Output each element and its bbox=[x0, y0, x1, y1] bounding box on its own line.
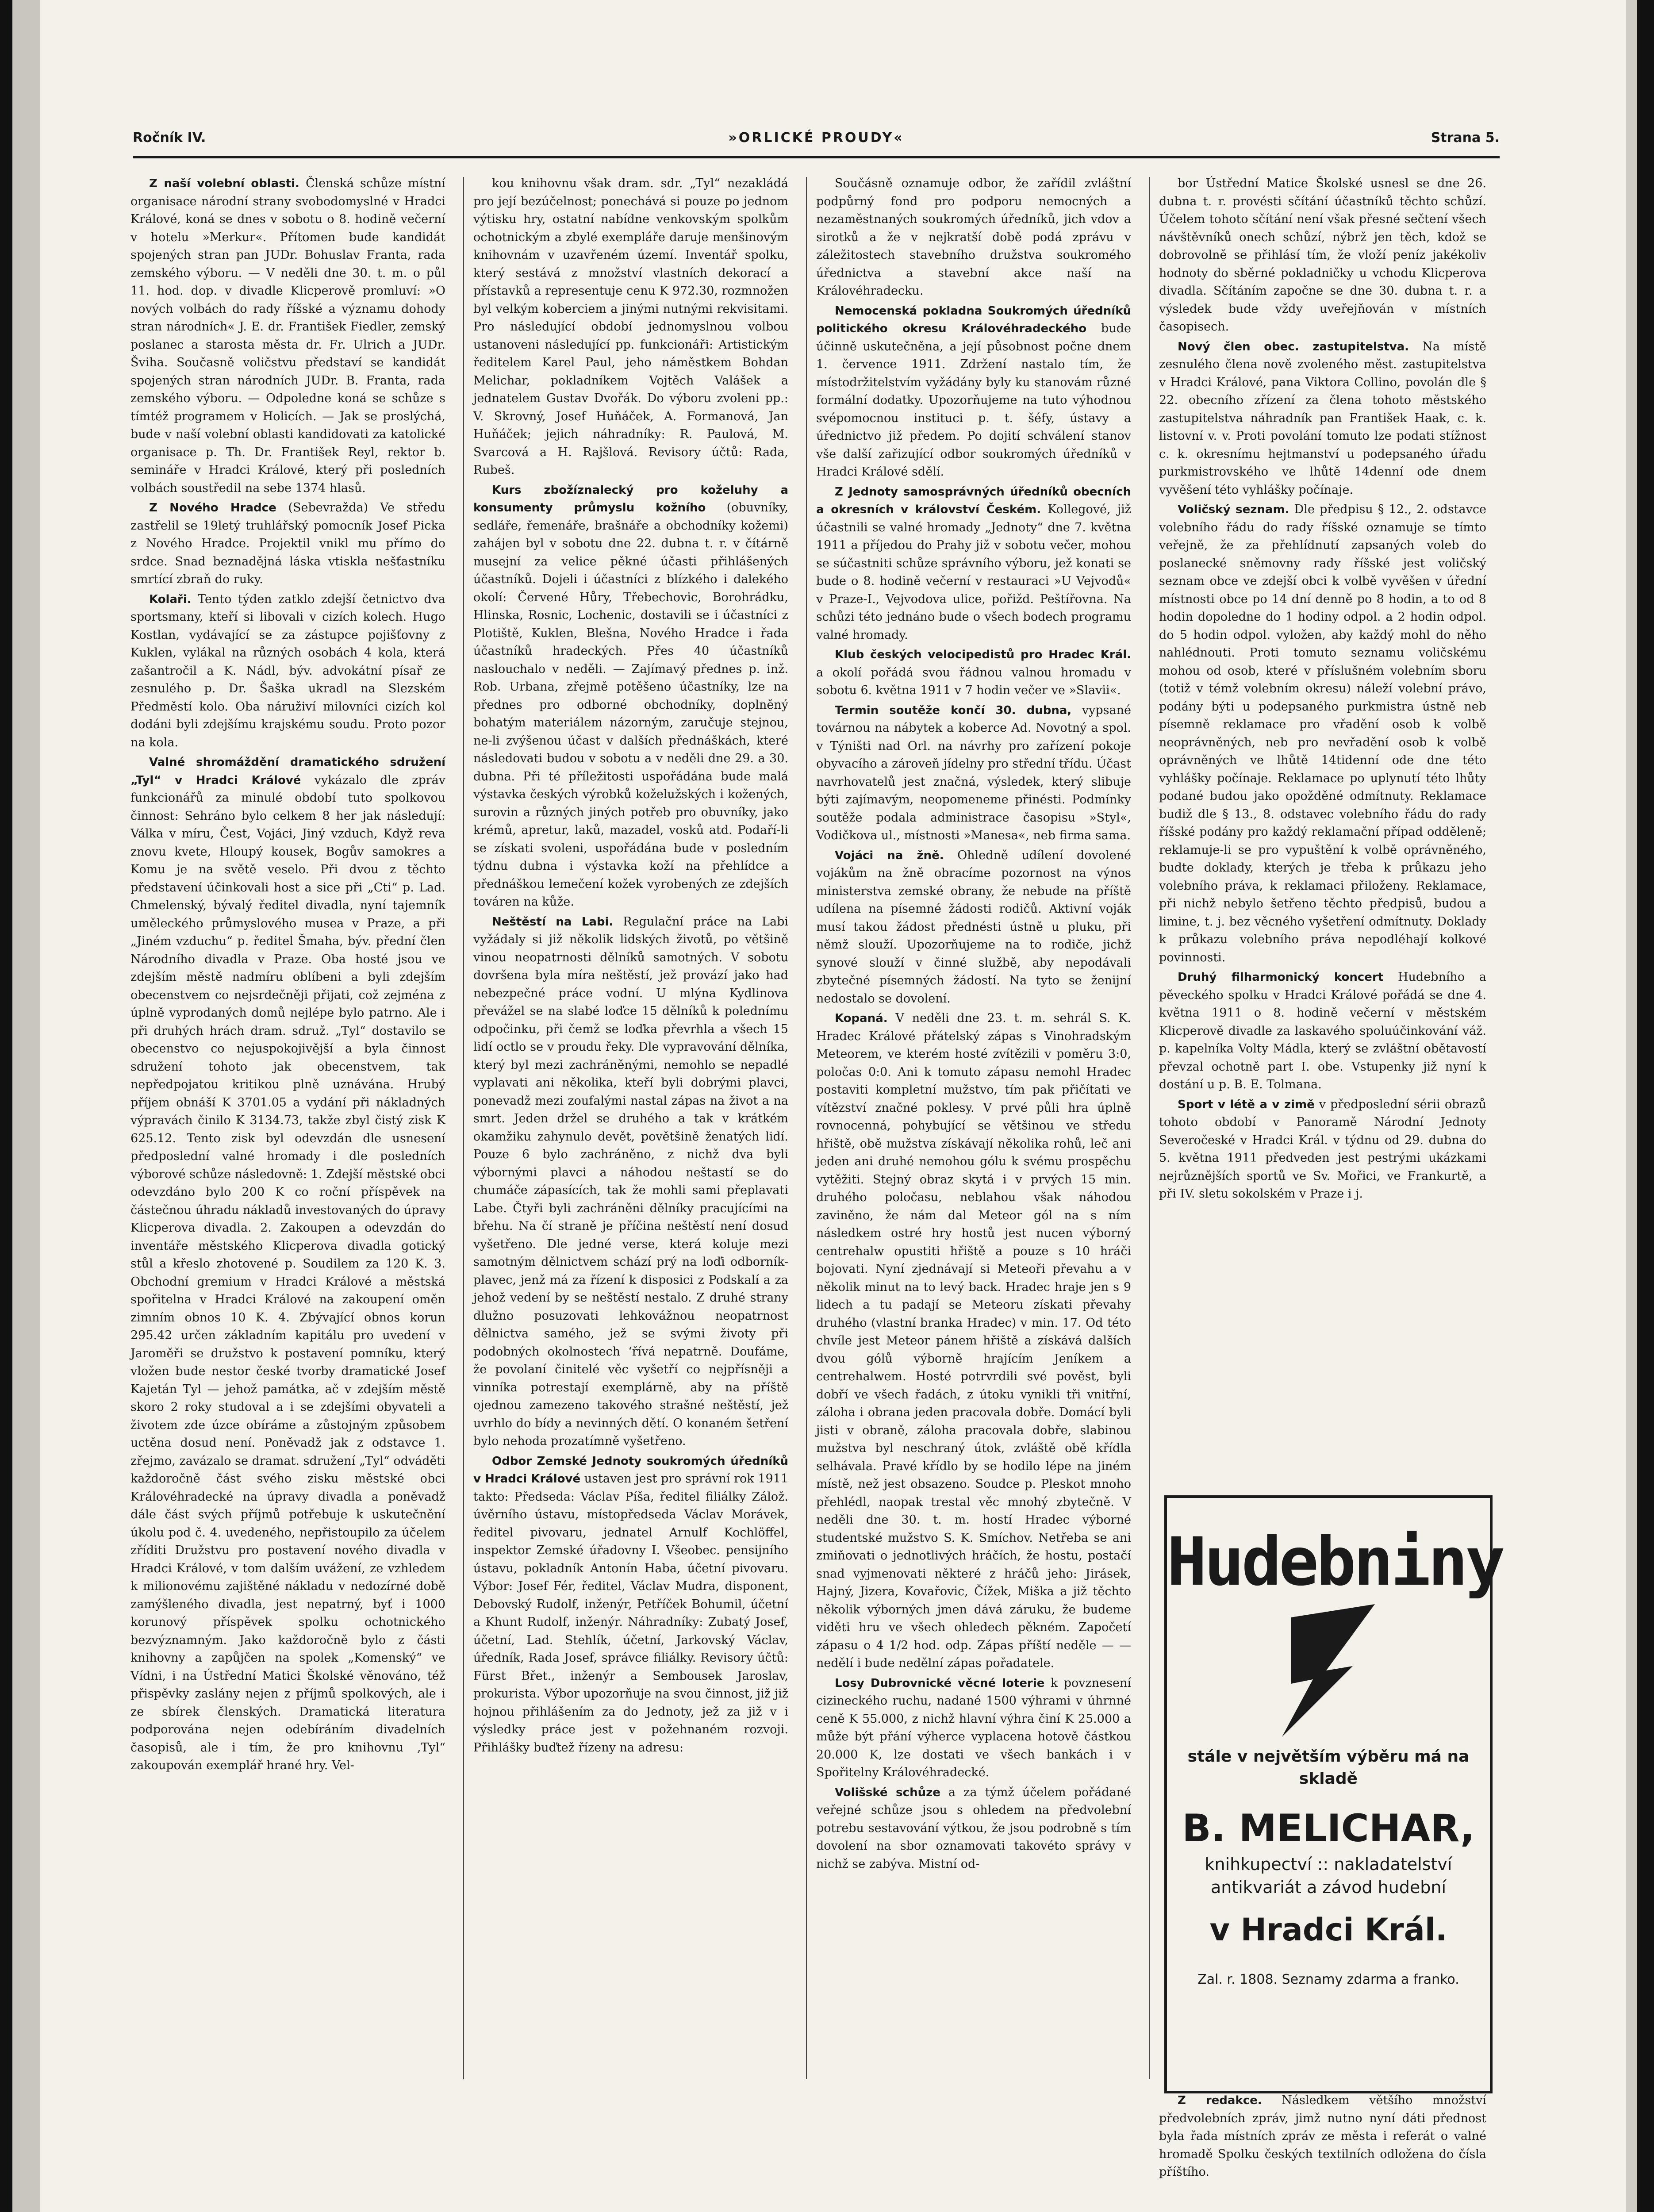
article-paragraph bbox=[473, 175, 788, 480]
article-text: (obuvníky, sedláře, řemenáře, brašnáře a obchodníky kožemi) zahájen byl v sobotu dne 22. dubna t. r. v čítárně musejní za velice pěkné účasti přihlášených účastníků. Dojeli i účastníci z blízkého i dalekého okolí: Červené Hůry, Třebechovic, Borohrádku, Hlinska, Rosnic, Lochenic, dostavili se i účastníci z Plotiště, Kuklen, Blešna, Nového Hradce i řada účastníků hradeckých. Přes 40 účastníků naslouchalo v neděli. — Zajímavý přednes p. inž. Rob. Urbana, zřejmě potěšeno účastníky, lze na přednes pro odborné obchodníky, doplněný bohatým materiálem názorným, zaručuje stejnou, ne-li zvýšenou účast v dalších přednáškách, které následovati budou v sobotu a v neděli dne 29. a 30. dubna. Při té příležitosti uspořádána bude malá výstavka českých výrobků koželužských i kožených, surovin a různých jiných potřeb pro obuvníky, jako krémů, apretur, laků, mazadel, vosků atd. Podaří-li se získati svoleni, uspořádána bude v posledním týdnu dubna i výstavka koží na přehlídce a přednáškou lemečení kožek vyrobených ze zdejších továren na kůže. bbox=[473, 501, 788, 909]
article-paragraph bbox=[130, 591, 445, 752]
article-lead: Kopaná. bbox=[835, 1012, 888, 1025]
column-divider bbox=[463, 177, 464, 2079]
editorial-note bbox=[1159, 2092, 1486, 2181]
article-paragraph bbox=[816, 1784, 1131, 1874]
article-lead: Nový člen obec. zastupitelstva. bbox=[1178, 340, 1409, 353]
article-text: (Sebevražda) Ve středu zastřelil se 19letý truhlářský pomocník Josef Picka z Nového Hradce. Projektil vnikl mu přímo do srdce. Snad beznadějná láska vtiskla nešťastníku smrtící zbraň do ruky. bbox=[130, 501, 445, 586]
article-text: Dle předpisu § 12., 2. odstavce volebního řádu do rady říšské oznamuje se tímto veřejně, že za přehlídnutí zapsaných voleb do poslanecké sněmovny rady říšské jest voličský seznam obce ve zdejší obci k volbě vyvěšen v úřední místnosti obce po 14 dní denně po 8 hodin, a to od 8 hodin dopoledne do 1 hodiny odpol. a 2 hodin odpol. do 5 hodin odpol. vyložen, aby každý mohl do něho nahlédnouti. Proti tomuto seznamu voličskému mohou od osob, které v příslušném volebním sboru (totiž v témž volebním okresu) náleží volební právo, podány býti u podepsaného purkmistra ústně neb písemně reklamace pro vřadění osob k volbě neoprávněných, neb pro nevřadění osob k volbě oprávněných ve lhůtě 14tidenní ode dne této vyhlášky počínaje. Reklamace po uplynutí této lhůty podané budou jako opožděné odmítnuty. Reklamace budiž dle § 13., 8. odstavec volebního řádu do rady říšské podány pro každý reklamační případ odděleně; reklamuje-li se pro vypuštění k volbě oprávněného, budte doklady, kterých je třeba k průkazu jeho volebního práva, k reklamaci přiloženy. Reklamace, při nichž nebylo šetřeno těchto předpisů, budou a limine, t. j. bez věcného vyšetření odmítnuty. Doklady k průkazu volebního práva nepodléhají kolkové povinnosti. bbox=[1159, 503, 1486, 964]
scan-edge-left bbox=[0, 0, 40, 2212]
ad-line: stále v největším výběru má na skladě bbox=[1187, 1747, 1470, 1788]
article-lead: Neštěstí na Labi. bbox=[492, 915, 614, 929]
article-lead: Kolaři. bbox=[149, 592, 192, 606]
article-text: ustaven jest pro správní rok 1911 takto: Předseda: Václav Píša, ředitel filiálky Zálož. úvěrního ústavu, místopředseda Václav Morávek, ředitel pivovaru, jednatel Arnulf Kochlöffel, inspektor Zemské úřadovny I. Všeobec. pensijního ústavu, pokladník Antonín Haba, účetní pivovaru. Výbor: Josef Fér, ředitel, Václav Mudra, disponent, Debovský Rudolf, inženýr, Petříček Bohumil, účetní a Khunt Rudolf, inženýr. Náhradníky: Zubatý Josef, účetní, Lad. Stehlík, účetní, Jarkovský Václav, úředník, Rada Josef, správce filiálky. Revisory účtů: Fürst Břet., inženýr a Sembousek Jaroslav, prokurista. Výbor upozorňuje na svou činnost, již již hojnou přihlášením za do Jednoty, jež za již v i výsledky práce jest v požehnaném rozvoji. Přihlášky buďtež řízeny na adresu: bbox=[473, 1472, 788, 1755]
ad-company-name: B. MELICHAR, bbox=[1182, 1806, 1475, 1851]
article-paragraph bbox=[130, 753, 445, 1775]
article-paragraph bbox=[816, 302, 1131, 481]
lightning-bolt-icon bbox=[1273, 1604, 1388, 1737]
article-text: Na místě zesnulého člena nově zvoleného měst. zastupitelstva v Hradci Králové, pana Viktora Collino, povolán dle § 22. obecního zřízení za člena tohoto městského zastupitelstva náhradník pan František Haak, c. k. listovní v. v. Proti povolání tomuto lze podati stížnost c. k. okresnímu hejtmanství u podepsaného úřadu purkmistrovského ve lhůtě 14denní ode dnem vyvěšení této vyhlášky počínaje. bbox=[1159, 339, 1486, 497]
article-text: Hudebního a pěveckého spolku v Hradci Králové pořádá se dne 4. května 1911 o 8. hodině večerní v městském Klicperově divadle za laskavého spoluúčinkování váž. p. kapelníka Volty Mádla, který se zvláštní obětavostí převzal ochotně part I. obe. Vstupenky již nyní k dostání u p. B. E. Tolmana. bbox=[1159, 970, 1486, 1091]
article-text: V neděli dne 23. t. m. sehrál S. K. Hradec Králové přátelský zápas s Vinohradským Meteorem, ve kterém hosté zvítězili v poměru 3:0, poločas 0:0. Ani k tomuto zápasu nemohl Hradec postaviti kompletní mužstvo, tím pak přičítati ve vítězství značné poklesy. V prvé půli hra úplně rovnocenná, pohybující se většinou ve středu hřiště, obě mužstva získávají několika rohů, leč ani jeden ani druhé nemohou gólu k svému prospěchu vytěžiti. Stejný obraz skytá i v prvých 15 min. druhého poločasu, neblahou však náhodou zaviněno, že nám dal Meteor gól na s ním následkem ostré hry hostů jest nucen výborný centrehalw opustiti hřiště a pouze s 10 hráči bojovati. Nyní zjednávají si Meteoři převahu a v několik minut na to levý back. Hradec hraje jen s 9 lidech a tu padají se Meteoru získati převahy druhého (vlastní branka Hradec) v min. 17. Od této chvíle jest Meteor pánem hřiště a získává dalších dvou gólů výborně hrajícím Jeníkem a centrehalwem. Hosté potrvrdili své pověst, byli dobří ve všech řadách, z útoku vynikli tři vnitřní, záloha i obrana jeden pracovala dobře. Domácí byli jisti v obraně, záloha pracovala dobře, slabinou mužstva byl neschraný útok, zvláště obě křídla selhávala. Pravé křídlo by se hodilo lépe na jiném místě, než jest obsazeno. Soudce p. Pleskot mnoho přehlédl, naopak trestal věc mnohý zbytečně. V neděli dne 30. t. m. hostí Hradec výborné studentské mužstvo S. K. Smíchov. Netřeba se ani zmiňovati o jednotlivých hráčích, že hostu, postačí snad vyjmenovati některé z hráčů jeho: Jirásek, Hajný, Jizera, Kovařovic, Čížek, Miška a již těchto několik výborných jmen dává záruku, že budeme viděti hru ve všech ohledech pěkném. Započetí zápasu o 4 1/2 hod. odp. Zápas příští neděle — — nedělí i bude nedělní zápas pořadatele. bbox=[816, 1011, 1131, 1670]
article-text: Tento týden zatklo zdejší četnictvo dva sportsmany, kteří si libovali v cizích kolech. Hugo Kostlan, vydávající se za zástupce pojišťovny z Kuklen, vylákal na různých osobách 4 kola, která zašantročil a K. Nádl, býv. advokátní písař ze zesnulého p. Dr. Šaška ukradl na Slezském Předměstí kolo. Oba náruživí milovníci cizích kol dodáni byli zdejšímu krajskému soudu. Proto pozor na kola. bbox=[130, 592, 445, 749]
article-paragraph bbox=[816, 175, 1131, 300]
page-number: Strana 5. bbox=[1431, 130, 1500, 146]
article-lead: Klub českých velocipedistů pro Hradec Král. bbox=[835, 648, 1131, 661]
newspaper-title: »ORLICKÉ PROUDY« bbox=[728, 130, 904, 146]
article-lead: Odbor Zemské Jednoty soukromých úředníků v Hradci Králové bbox=[473, 1454, 788, 1486]
article-lead: Losy Dubrovnické věcné loterie bbox=[835, 1676, 1045, 1690]
article-paragraph bbox=[816, 483, 1131, 645]
article-lead: Vojáci na žně. bbox=[835, 849, 944, 862]
article-paragraph bbox=[816, 702, 1131, 845]
article-paragraph bbox=[1159, 175, 1486, 336]
ad-city: v Hradci Král. bbox=[1209, 1912, 1447, 1948]
article-lead: Nemocenská pokladna Soukromých úředníků politického okresu Královéhradeckého bbox=[816, 304, 1131, 335]
article-text: Členská schůze místní organisace národní strany svobodomyslné v Hradci Králové, koná se dnes v sobotu o 8. hodině večerní v hotelu »Merkur«. Přítomen bude kandidát spojených stran pan JUDr. Bohuslav Franta, rada zemského výboru. — V neděli dne 30. t. m. o půl 11. hod. dop. v divadle Klicperově promluví: »O nových volbách do rady říšské a významu dohody stran národních« J. E. dr. František Fiedler, zemský poslanec a starosta města dr. Fr. Ulrich a JUDr. Šviha. Současně voličstvu představí se kandidát spojených stran národních JUDr. B. Franta, rada zemského výboru. — Odpoledne koná se schůze s tímtéž programem v Holicích. — Jak se proslýchá, bude v naší volební oblasti kandidovati za katolické organisace p. Th. Dr. František Reyl, rektor b. semináře v Hradci Králové, který při posledních volbách soustředil na sebe 1374 hlasů. bbox=[130, 177, 445, 495]
column-3 bbox=[816, 175, 1131, 1873]
volume-label: Ročník IV. bbox=[133, 130, 206, 146]
article-paragraph bbox=[473, 1452, 788, 1757]
column-2 bbox=[473, 175, 788, 1757]
header-rule bbox=[133, 156, 1500, 158]
article-text: a za týmž účelem pořádané veřejné schůze jsou s ohledem na předvolební potrebu sestavování výtkou, že jsou podrobně s tím dovolení na sbor oznamovati takovéto správy v nichž se zabýva. Mistní od- bbox=[816, 1785, 1131, 1871]
column-1 bbox=[130, 175, 445, 1775]
article-text: vypsané továrnou na nábytek a koberce Ad. Novotný a spol. v Týništi nad Orl. na návrhy pro zařízení pokoje obyvacího a zároveň jídelny pro střední třídu. Účast navrhovatelů jest značná, výsledek, který slibuje býti zajímavým, neopomeneme přinésti. Podmínky soutěže podala administrace časopisu »Styl«, Vodičkova ul., místnosti »Manesa«, neb firma sama. bbox=[816, 703, 1131, 842]
article-paragraph bbox=[130, 175, 445, 497]
article-text: a okolí pořádá svou řádnou valnou hromadu v sobotu 6. května 1911 v 7 hodin večer ve »Slavii«. bbox=[816, 665, 1131, 697]
article-lead: Z naší volební oblasti. bbox=[149, 177, 299, 190]
article-paragraph bbox=[816, 1010, 1131, 1673]
article-text: bude účinně uskutečněna, a její působnost počne dnem 1. července 1911. Zdržení nastalo tím, že místodržitelstvím vyžádány byly ku stanovám různé formální dodatky. Upozorňujeme na tuto výhodnou svépomocnou instituci p. t. šéfy, ústavy a úřednictvo již předem. Po dojití schválení stanov vše další zařizující odbor soukromých úředníků v Hradci Králové sdělí. bbox=[816, 322, 1131, 479]
article-lead: Volišské schůze bbox=[835, 1786, 940, 1799]
article-lead: Druhý filharmonický koncert bbox=[1178, 971, 1384, 984]
scan-edge-right bbox=[1626, 0, 1654, 2212]
article-paragraph bbox=[816, 1674, 1131, 1782]
article-text: Ohledně udílení dovolené vojákům na žně obracíme pozornost na výnos ministerstva zemské obrany, že nebude na příště udílena na písemné žádosti rodičů. Aktivní voják musí takou žádost přednésti ústně u pluku, při němž slouží. Upozorňujeme na to rodiče, jichž synové slouží v činné službě, aby nepodávali zbytečné písemných žádostí. Na tyto se ženijní nedostalo se dovolení. bbox=[816, 848, 1131, 1006]
article-text: Kollegové, již účastnili se valné hromady „Jednoty“ dne 7. května 1911 a příjedou do Prahy již v sobotu večer, mohou se súčastniti schůze správního výboru, jež konati se bude o 8. hodině večerní v restauraci »U Vejvodů« v Praze-I., Vejvodova ulice, pořižd. Peštířovna. Na schůzi této jednáno bude o všech bodech programu valné hromady. bbox=[816, 503, 1131, 642]
article-lead: Sport v létě a v zimě bbox=[1178, 1098, 1315, 1111]
ad-title: Hudebniny bbox=[1167, 1524, 1503, 1601]
article-text: Regulační práce na Labi vyžádaly si již několik lidských životů, po většině vinou neopatrnosti dělníků samotných. V sobotu dovršena byla míra neštěstí, jež provází jako had nebezpečné práce vodní. U mlýna Kydlinova převážel se na slabé loďce 15 dělníků k polednímu odpočinku, při čemž se loďka převrhla a všech 15 lidí octlo se v proudu řeky. Dle vypravování dělníka, který byl mezi zachráněnými, nemohlo se nepadlé vyplavati ani několika, kteří byli dobrými plavci, ponevadž mezi zoufalými nastal zápas na život a na smrt. Jeden držel se druhého a tak v krátkém okamžiku zahynulo devět, povětšině ženatých lidí. Pouze 6 bylo zachráněno, z nichž dva byli výbornými plavci a náhodou neštastí se do chumáče zápasících, tak že mohli sami přeplavati Labe. Čtyři byli zachráněni dělníky pracujícími na břehu. Na čí straně je příčina neštěstí není dosud vyšetřeno. Dle jedné verse, která koluje mezi samotným dělnictvem schází prý na loďi odborník-plavec, jenž má za řízení k disposici z Podskalí a za jehož vedení by se neštěstí nestalo. Z druhé strany dlužno posuzovati lehkovážnou neopatrnost dělnictva samého, jež se svými životy při podobných okolnostech ‘řívá nepatrně. Doufáme, že povolaní činitelé věc vyšetří co nejpřísněji a vinníka potrestají exemplárně, aby na příště ojednou zamezeno takového strašné neštěstí, jež uvrhlo do bídy a nevinných dětí. O konaném šetření bylo nehoda prozatímně vyšetřeno. bbox=[473, 914, 788, 1448]
article-text: Součásně oznamuje odbor, že zařídil zvláštní podpůrný fond pro podporu nemocných a nezaměstnaných soukromých úředníků, jich vdov a sirotků a že v nejkratší době podá zprávu v záležitostech stavebního družstva soukromého úřednictva a stavební akce naší na Královéhradecku. bbox=[816, 177, 1131, 298]
article-paragraph bbox=[130, 499, 445, 589]
article-paragraph bbox=[1159, 501, 1486, 967]
article-paragraph bbox=[1159, 338, 1486, 499]
ad-footer: Zal. r. 1808. Seznamy zdarma a franko. bbox=[1197, 1972, 1459, 1987]
article-text: v předposlední sérii obrazů tohoto období v Panoramě Národní Jednoty Severočeské v Hradci Král. v týdnu od 29. dubna do 5. května 1911 předveden jest pestrými ukázkami nejrůznějších sportů ve Sv. Mořici, ve Frankurtě, a při IV. sletu sokolském v Praze i j. bbox=[1159, 1097, 1486, 1201]
article-paragraph bbox=[1159, 1096, 1486, 1203]
article-text: vykázalo dle zpráv funkcionářů za minulé období tuto spolkovou činnost: Sehráno bylo celkem 8 her jak následují: Válka v míru, Čest, Vojáci, Jiný vzduch, Když reva znovu kvete, Hloupý kousek, Bogův samokres a Komu je na světě veselo. Při dvou z těchto představení účinkovali host a sice při „Cti“ p. Lad. Chmelenský, bývalý ředitel divadla, nyní tajemník uměleckého průmyslového musea v Praze, a při „Jiném vzduchu“ p. ředitel Šmaha, býv. přední člen Národního divadla v Praze. Oba hosté jsou ve zdejším městě nadmíru oblíbeni a byli zdejším obecenstvem co nejsrdečněji přijati, což zejména z úplně vyprodaných domů nejlépe bylo patrno. Ale i při druhých hrách dram. sdruž. „Tyl“ dostavilo se obecenstvo co nejuspokojivější a byla činnost sdružení tohoto jak obecenstvem, tak nepředpojatou kritikou plně uznávána. Hrubý příjem obnáší K 3701.05 a vydání při nákladných výpravách činilo K 3134.73, takže zbyl čistý zisk K 625.12. Tento zisk byl odevzdán dle usnesení předposlední valné hromady i dle posledních výborové schůze následovně: 1. Zdejší městské obci odevzdáno bylo 200 K co roční příspěvek na částečnou úhradu nákladů investovaných do úpravy Klicperova divadla. 2. Zakoupen a odevzdán do inventáře městského Klicperova divadla gotický stůl a křeslo zhotovené p. Soudilem za 120 K. 3. Obchodní gremium v Hradci Králové a městská spořitelna v Hradci Králové na zakoupení oměn zimním obnos 10 K. 4. Zbývající obnos korun 295.42 určen základním kapitálu pro uvedení v Jaroměři se družstvo k postavení pomníku, který vložen bude nestor české tvorby dramatické Josef Kajetán Tyl — jehož památka, ač v zdejším městě skoro 2 roky studoval a i se zdejšími obyvateli a životem zde úzce obíráme a zůstojným způsobem uctěna dosud není. Poněvadž jak z odstavce 1. zřejmo, zavázalo se dramat. sdružení „Tyl“ odváděti každoročně část svého zisku městské obci Královéhradecké na úpravy divadla a poněvadž dále část svých příjmů potřebuje k uskutečnění úkolu pod č. 4. uvedeného, nepřistoupilo za účelem zříditi Družstvu pro postavení nového divadla v Hradci Králové, v tom dalším uvážení, ze vzhledem k milionovému zajištěné nákladu v nedozírné době zamýšleného divadla, jest nepatrný, byť i 1000 korunový příspěvek spolku ochotnického bezvýznamným. Jako každoročně bylo z části knihovny a zapůjčen na spolek „Komenský“ ve Vídni, i na Ústřední Matici Školské věnováno, též přispěvky zaslány nejen z příjmů spolkových, ale i ze sbírek členských. Dramatická literatura podporována nejen odebíráním divadelních časopisů, ale i tím, že pro knihovnu ‚Tyl“ zakoupován exemplář hrané hry. Vel- bbox=[130, 773, 445, 1772]
article-paragraph bbox=[473, 913, 788, 1451]
column-divider bbox=[806, 177, 807, 2079]
article-lead: Z Nového Hradce bbox=[149, 501, 276, 515]
advertisement-hudebniny bbox=[1164, 1495, 1503, 2093]
article-lead: Termin soutěže končí 30. dubna, bbox=[835, 703, 1072, 717]
article-lead: Z Jednoty samosprávných úředníků obecních a okresních v království Českém. bbox=[816, 485, 1131, 516]
column-4 bbox=[1159, 175, 1486, 1203]
note-text: Následkem většího množství předvolebních zpráv, jimž nutno nyní dáti přednost byla řada místních zpráv ze města i referát o valné hromadě Spolku českých textilních odložena do čísla příštího. bbox=[1159, 2093, 1486, 2179]
column-divider bbox=[1149, 177, 1150, 2079]
article-paragraph bbox=[816, 646, 1131, 700]
article-text: k povznesení cizineckého ruchu, nadané 1500 výhrami v úhrnné ceně K 55.000, z nichž hlavní výhra činí K 25.000 a může být přání výherce vyplacena hotově částkou 20.000 K, lze dostati ve všech bankách i v Spořitelny Královéhradecké. bbox=[816, 1676, 1132, 1779]
note-lead: Z redakce. bbox=[1178, 2094, 1262, 2107]
article-paragraph bbox=[473, 481, 788, 911]
article-paragraph bbox=[816, 847, 1131, 1008]
article-text: bor Ústřední Matice Školské usnesl se dne 26. dubna t. r. provésti sčítání účastníků těchto schůzí. Účelem tohoto sčítání není však přesné sečtení všech návštěvníků onech schůzí, nýbrž jen těch, kdož se dobrovolně se přihlásí tím, že vloží peníz jakékoliv hodnoty do sběrné pokladničky u vchodu Klicperova divadla. Sčítáním započne se dne 30. dubna t. r. a výsledek bude vždy uveřejňován v místních časopisech. bbox=[1159, 177, 1486, 334]
article-text: kou knihovnu však dram. sdr. „Tyl“ nezakládá pro její bezúčelnost; ponechává si pouze po jednom výtisku hry, ostatní nabídne venkovským spolkům ochotnickým a zbylé exempláře daruje menšinovým knihovnám v uzavřeném území. Inventář spolku, který sestává z množství vlastních dekorací a přístavků a representuje cenu K 972.30, rozmnožen byl velkým koberciem a jinými nutnými rekvisitami. Pro následující období jednomyslnou volbou ustanoveni následující pp. funkcionáři: Artistickým ředitelem Karel Paul, jeho náměstkem Bohdan Melichar, pokladníkem Vojtěch Valášek a jednatelem Gustav Dvořák. Do výboru zvoleni pp.: V. Skrovný, Josef Huňáček, A. Formanová, Jan Huňáček; jejich náhradníky: R. Paulová, M. Svarcová a H. Rajšlová. Revisory účtů: Rada, Rubeš. bbox=[473, 177, 788, 477]
article-lead: Voličský seznam. bbox=[1178, 503, 1289, 516]
article-paragraph bbox=[1159, 968, 1486, 1094]
page-header bbox=[133, 125, 1500, 151]
article-lead: Valné shromáždění dramatického sdružení „Tyl“ v Hradci Králové bbox=[130, 756, 445, 787]
article-lead: Kurs zbožíznalecký pro koželuhy a konsumenty průmyslu kožního bbox=[473, 483, 788, 515]
ad-line: knihkupectví :: nakladatelství antikvariát a závod hudební bbox=[1205, 1855, 1452, 1897]
